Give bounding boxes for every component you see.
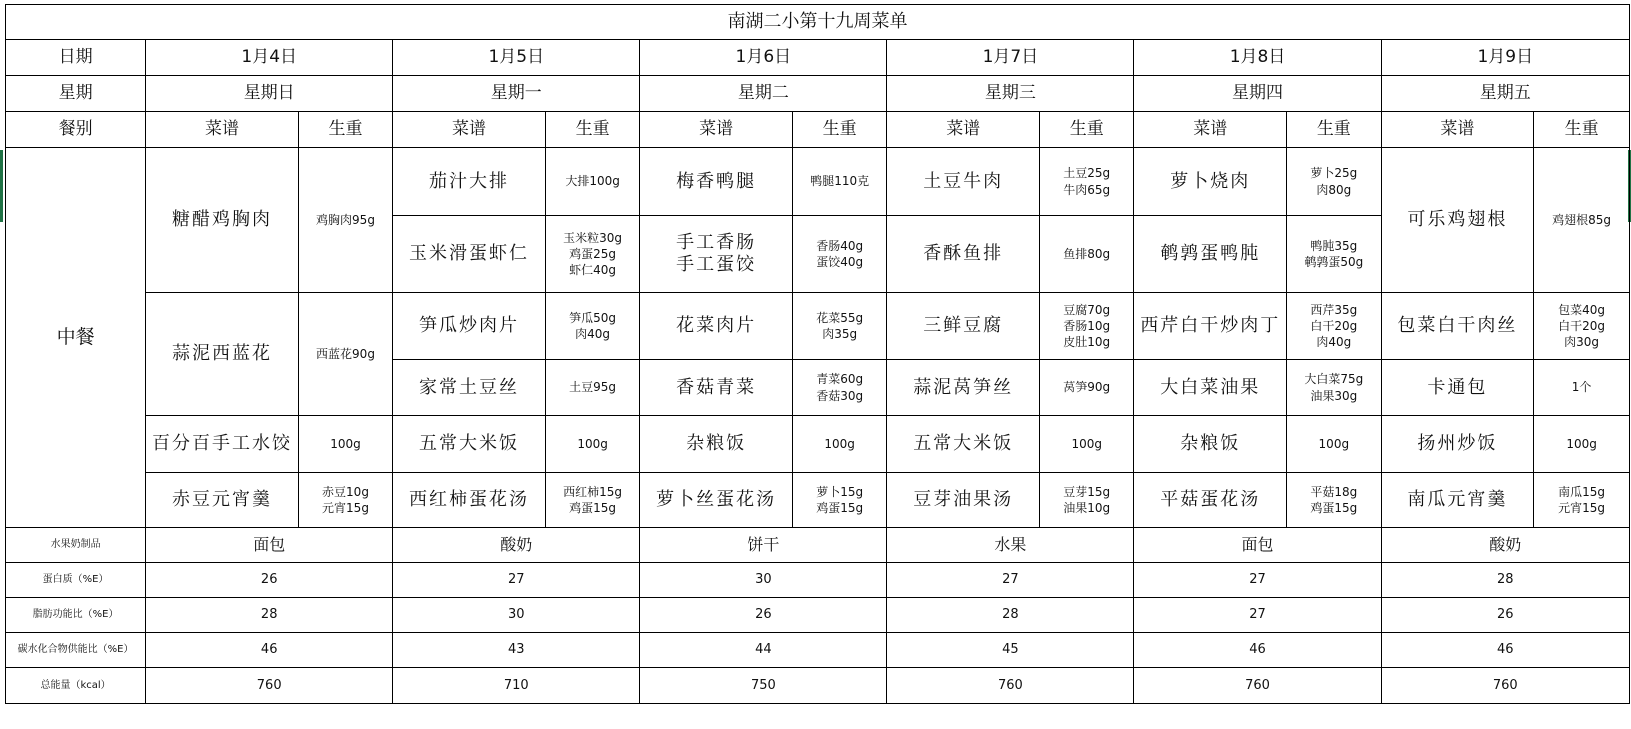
snack-row (6, 528, 1630, 563)
dish-line: 手工香肠 (676, 232, 757, 254)
fat-cell[interactable]: 28 (146, 598, 393, 633)
meal-type-label[interactable]: 餐别 (6, 112, 146, 148)
lunch-label[interactable]: 中餐 (6, 148, 146, 528)
lunch-row-6 (6, 473, 1630, 528)
weight-line: 鸡蛋15g (569, 501, 617, 515)
weight-cell[interactable] (792, 216, 886, 293)
dish-cell[interactable]: 蒜泥西蓝花 (146, 293, 299, 416)
date-row (6, 40, 1630, 76)
weight-cell[interactable] (1040, 473, 1134, 528)
menu-table (5, 4, 1630, 704)
weight-line: 西芹35g (1310, 302, 1358, 317)
weight-line: 香肠10g (1063, 318, 1111, 333)
lunch-row-3 (6, 293, 1630, 360)
dish-cell[interactable]: 扬州炒饭 (1381, 416, 1534, 473)
menu-header[interactable]: 菜谱 (640, 112, 793, 148)
weekday-fri[interactable]: 星期五 (1381, 76, 1629, 112)
dish-cell[interactable]: 可乐鸡翅根 (1381, 148, 1534, 293)
dish-cell[interactable]: 平菇蛋花汤 (1134, 473, 1287, 528)
energy-cell[interactable]: 760 (146, 668, 393, 704)
date-thu[interactable]: 1月8日 (1134, 40, 1381, 76)
protein-cell[interactable]: 27 (887, 563, 1134, 598)
snack-cell[interactable]: 饼干 (640, 528, 887, 563)
weight-cell[interactable]: 100g (1534, 416, 1630, 473)
fat-row (6, 598, 1630, 633)
menu-header[interactable]: 菜谱 (393, 112, 546, 148)
energy-cell[interactable]: 760 (1134, 668, 1381, 704)
carb-cell[interactable]: 46 (1134, 633, 1381, 668)
dish-cell[interactable]: 杂粮饭 (1134, 416, 1287, 473)
weight-cell[interactable] (1040, 293, 1134, 360)
energy-cell[interactable]: 760 (887, 668, 1134, 704)
weekday-tue[interactable]: 星期二 (640, 76, 887, 112)
dish-cell[interactable]: 花菜肉片 (640, 293, 793, 360)
dish-cell[interactable]: 杂粮饭 (640, 416, 793, 473)
weight-line: 鸡蛋15g (816, 501, 864, 515)
dish-cell[interactable]: 香菇青菜 (640, 360, 793, 416)
weight-line: 元宵15g (1558, 501, 1606, 515)
weight-line: 皮肚10g (1063, 335, 1111, 350)
weight-cell[interactable]: 土豆95g (545, 360, 639, 416)
carb-cell[interactable]: 46 (146, 633, 393, 668)
weight-cell[interactable]: 鱼排80g (1040, 216, 1134, 293)
energy-row (6, 668, 1630, 704)
weight-line: 赤豆10g (322, 484, 369, 499)
meal-type-row (6, 112, 1630, 148)
dish-cell[interactable]: 大白菜油果 (1134, 360, 1287, 416)
weight-cell[interactable]: 西蓝花90g (298, 293, 392, 416)
dish-cell[interactable]: 笋瓜炒肉片 (393, 293, 546, 360)
weight-header[interactable]: 生重 (298, 112, 392, 148)
weight-line: 包菜40g (1558, 302, 1606, 317)
weight-line: 肉40g (1316, 335, 1352, 350)
menu-header[interactable]: 菜谱 (1134, 112, 1287, 148)
date-label[interactable]: 日期 (6, 40, 146, 76)
snack-cell[interactable]: 面包 (146, 528, 393, 563)
dish-cell[interactable]: 茄汁大排 (393, 148, 546, 216)
protein-cell[interactable]: 27 (1134, 563, 1381, 598)
snack-cell[interactable]: 面包 (1134, 528, 1381, 563)
date-mon[interactable]: 1月5日 (393, 40, 640, 76)
weight-cell[interactable]: 莴笋90g (1040, 360, 1134, 416)
weight-header[interactable]: 生重 (545, 112, 639, 148)
weight-line: 大白菜75g (1304, 372, 1364, 387)
weight-cell[interactable] (1287, 148, 1381, 216)
weekday-wed[interactable]: 星期三 (887, 76, 1134, 112)
weight-line: 肉30g (1564, 335, 1600, 350)
weight-cell[interactable] (792, 360, 886, 416)
dish-cell[interactable]: 包菜白干肉丝 (1381, 293, 1534, 360)
weight-cell[interactable] (792, 293, 886, 360)
weight-line: 肉80g (1316, 182, 1352, 197)
dish-line: 手工蛋饺 (676, 254, 757, 275)
weekday-mon[interactable]: 星期一 (393, 76, 640, 112)
weight-line: 花菜55g (816, 310, 864, 325)
weight-cell[interactable]: 100g (1287, 416, 1381, 473)
energy-cell[interactable]: 710 (393, 668, 640, 704)
fat-cell[interactable]: 28 (887, 598, 1134, 633)
snack-label[interactable]: 水果奶制品 (6, 528, 146, 563)
weight-line: 白干20g (1558, 318, 1606, 333)
snack-cell[interactable]: 水果 (887, 528, 1134, 563)
weight-header[interactable]: 生重 (1040, 112, 1134, 148)
weight-line: 元宵15g (322, 501, 369, 515)
weight-line: 牛肉65g (1063, 182, 1111, 197)
date-tue[interactable]: 1月6日 (640, 40, 887, 76)
weight-line: 香肠40g (816, 238, 864, 253)
protein-cell[interactable]: 27 (393, 563, 640, 598)
weight-line: 萝卜25g (1310, 166, 1358, 181)
dish-cell[interactable]: 五常大米饭 (393, 416, 546, 473)
weight-line: 油果30g (1310, 388, 1358, 403)
weight-line: 肉40g (575, 327, 611, 341)
weight-cell[interactable] (1534, 293, 1630, 360)
weight-cell[interactable] (792, 473, 886, 528)
weight-line: 虾仁40g (569, 263, 617, 278)
weight-header[interactable]: 生重 (1287, 112, 1381, 148)
dish-cell[interactable]: 南瓜元宵羹 (1381, 473, 1534, 528)
weekday-thu[interactable]: 星期四 (1134, 76, 1381, 112)
weight-header[interactable]: 生重 (1534, 112, 1630, 148)
title-row (6, 5, 1630, 40)
weight-line: 肉35g (822, 327, 858, 341)
weight-cell[interactable] (545, 293, 639, 360)
dish-cell[interactable]: 土豆牛肉 (887, 148, 1040, 216)
menu-title[interactable]: 南湖二小第十九周菜单 (6, 5, 1630, 40)
weight-line: 鹌鹑蛋50g (1304, 255, 1364, 269)
snack-cell[interactable]: 酸奶 (1381, 528, 1629, 563)
dish-cell[interactable]: 豆芽油果汤 (887, 473, 1040, 528)
weight-line: 鸡蛋15g (1310, 501, 1358, 515)
weight-line: 白干20g (1310, 318, 1358, 333)
weight-cell[interactable] (1534, 473, 1630, 528)
menu-sheet (5, 4, 1630, 728)
dish-cell[interactable]: 赤豆元宵羹 (146, 473, 299, 528)
fat-cell[interactable]: 26 (1381, 598, 1629, 633)
weight-line: 平菇18g (1310, 484, 1358, 499)
carb-cell[interactable]: 45 (887, 633, 1134, 668)
lunch-row-5 (6, 416, 1630, 473)
energy-cell[interactable]: 750 (640, 668, 887, 704)
carb-cell[interactable]: 44 (640, 633, 887, 668)
dish-cell[interactable]: 蒜泥莴笋丝 (887, 360, 1040, 416)
energy-cell[interactable]: 760 (1381, 668, 1629, 704)
protein-label[interactable]: 蛋白质（%E） (6, 563, 146, 598)
weight-cell[interactable]: 1个 (1534, 360, 1630, 416)
carb-label[interactable]: 碳水化合物供能比（%E） (6, 633, 146, 668)
weekday-row (6, 76, 1630, 112)
menu-header[interactable]: 菜谱 (887, 112, 1040, 148)
protein-cell[interactable]: 26 (146, 563, 393, 598)
dish-cell[interactable]: 鹌鹑蛋鸭肫 (1134, 216, 1287, 293)
carb-cell[interactable]: 43 (393, 633, 640, 668)
dish-cell[interactable]: 萝卜丝蛋花汤 (640, 473, 793, 528)
weight-cell[interactable]: 100g (792, 416, 886, 473)
dish-cell[interactable]: 西芹白干炒肉丁 (1134, 293, 1287, 360)
weight-line: 油果10g (1063, 501, 1111, 515)
weight-cell[interactable]: 大排100g (545, 148, 639, 216)
weight-line: 玉米粒30g (563, 230, 623, 245)
dish-cell[interactable]: 三鲜豆腐 (887, 293, 1040, 360)
carb-row (6, 633, 1630, 668)
weight-cell[interactable] (1287, 473, 1381, 528)
menu-header[interactable]: 菜谱 (1381, 112, 1534, 148)
fat-cell[interactable]: 26 (640, 598, 887, 633)
weight-cell[interactable]: 鸭腿110克 (792, 148, 886, 216)
weight-cell[interactable] (545, 473, 639, 528)
weight-line: 萝卜15g (816, 484, 864, 499)
weight-cell[interactable]: 鸡胸肉95g (298, 148, 392, 293)
weight-line: 鸡蛋25g (569, 246, 617, 261)
weight-header[interactable]: 生重 (792, 112, 886, 148)
dish-cell[interactable]: 百分百手工水饺 (146, 416, 299, 473)
protein-cell[interactable]: 28 (1381, 563, 1629, 598)
fat-cell[interactable]: 27 (1134, 598, 1381, 633)
weight-cell[interactable] (545, 216, 639, 293)
weight-cell[interactable]: 鸡翅根85g (1534, 148, 1630, 293)
weight-line: 豆腐70g (1063, 302, 1111, 317)
dish-cell[interactable]: 卡通包 (1381, 360, 1534, 416)
weight-cell[interactable] (1040, 148, 1134, 216)
weight-line: 笋瓜50g (569, 310, 617, 325)
weight-cell[interactable]: 100g (1040, 416, 1134, 473)
energy-label[interactable]: 总能量（kcal） (6, 668, 146, 704)
weight-cell[interactable] (298, 473, 392, 528)
dish-cell[interactable]: 家常土豆丝 (393, 360, 546, 416)
weight-line: 土豆25g (1063, 166, 1111, 181)
dish-cell[interactable]: 玉米滑蛋虾仁 (393, 216, 546, 293)
weight-line: 豆芽15g (1063, 484, 1111, 499)
fat-label[interactable]: 脂肪功能比（%E） (6, 598, 146, 633)
weight-line: 西红柿15g (563, 484, 623, 499)
selection-marker-left (0, 150, 3, 222)
dish-cell[interactable]: 糖醋鸡胸肉 (146, 148, 299, 293)
carb-cell[interactable]: 46 (1381, 633, 1629, 668)
fat-cell[interactable]: 30 (393, 598, 640, 633)
menu-header[interactable]: 菜谱 (146, 112, 299, 148)
protein-row (6, 563, 1630, 598)
weight-line: 青菜60g (816, 372, 864, 387)
dish-cell[interactable]: 西红柿蛋花汤 (393, 473, 546, 528)
date-fri[interactable]: 1月9日 (1381, 40, 1629, 76)
protein-cell[interactable]: 30 (640, 563, 887, 598)
weight-line: 鸭肫35g (1310, 238, 1358, 253)
date-wed[interactable]: 1月7日 (887, 40, 1134, 76)
snack-cell[interactable]: 酸奶 (393, 528, 640, 563)
weight-cell[interactable]: 100g (298, 416, 392, 473)
lunch-row-1 (6, 148, 1630, 216)
date-sun[interactable]: 1月4日 (146, 40, 393, 76)
weight-line: 蛋饺40g (816, 255, 864, 269)
weight-cell[interactable] (1287, 360, 1381, 416)
weight-cell[interactable]: 100g (545, 416, 639, 473)
dish-cell[interactable]: 香酥鱼排 (887, 216, 1040, 293)
weekday-label[interactable]: 星期 (6, 76, 146, 112)
weight-cell[interactable] (1287, 293, 1381, 360)
weekday-sun[interactable]: 星期日 (146, 76, 393, 112)
dish-cell[interactable]: 萝卜烧肉 (1134, 148, 1287, 216)
weight-cell[interactable] (1287, 216, 1381, 293)
weight-line: 南瓜15g (1558, 484, 1606, 499)
weight-line: 香菇30g (816, 388, 864, 403)
dish-cell[interactable]: 五常大米饭 (887, 416, 1040, 473)
dish-cell[interactable]: 梅香鸭腿 (640, 148, 793, 216)
dish-cell[interactable] (640, 216, 793, 293)
